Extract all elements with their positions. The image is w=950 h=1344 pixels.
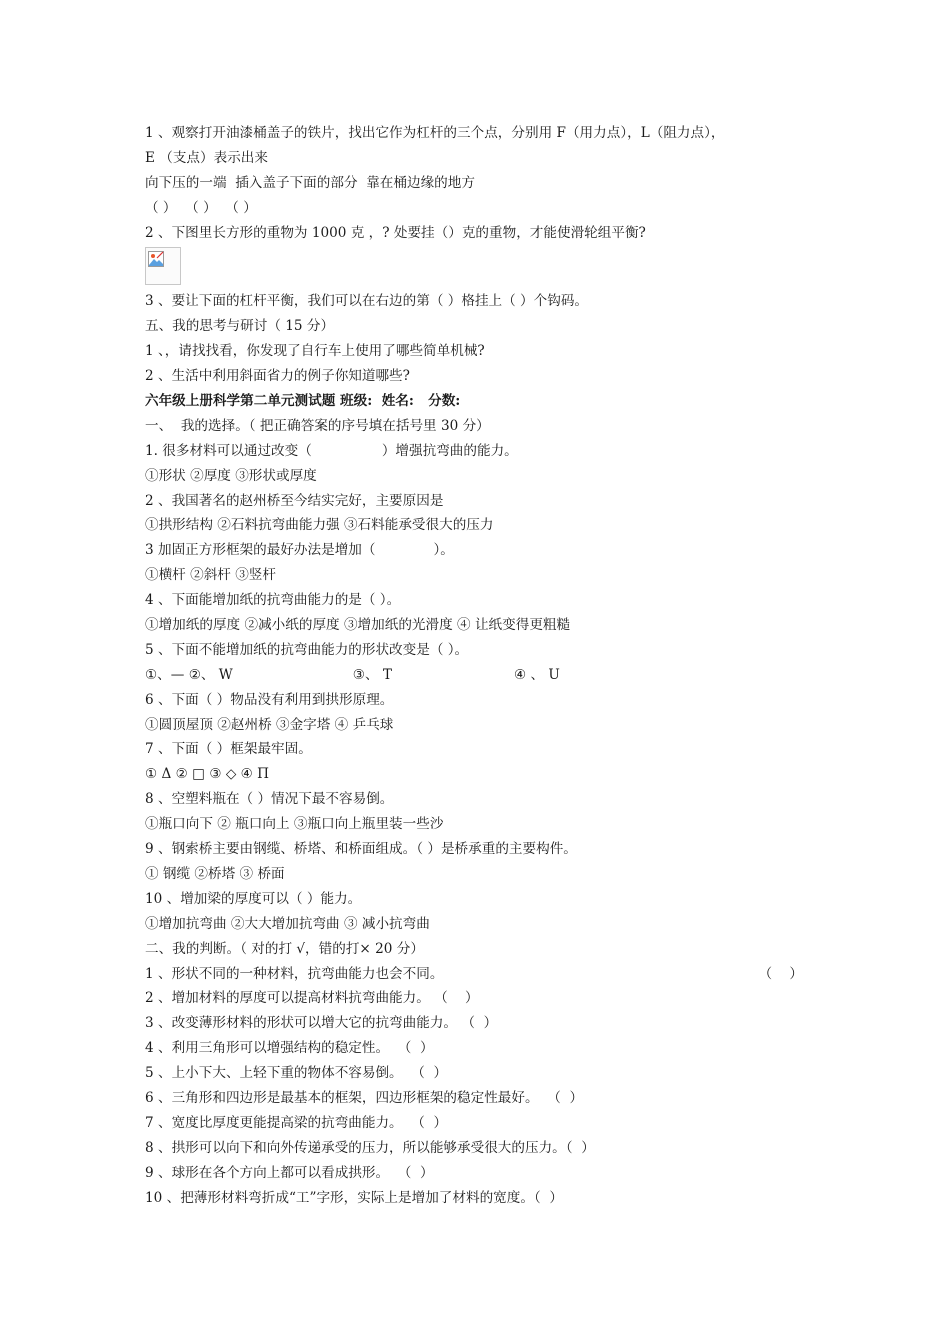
choice-question: 5 、下面不能增加纸的抗弯曲能力的形状改变是（ ）。	[145, 641, 469, 658]
section-heading: 五、我的思考与研讨（ 15 分）	[145, 318, 335, 335]
question-line: 2 、下图里长方形的重物为 1000 克 ，? 处要挂（）克的重物，才能使滑轮组平衡?	[145, 224, 646, 241]
judgment-question: 6 、三角形和四边形是最基本的框架，四边形框架的稳定性最好。 （ ）	[145, 1089, 584, 1106]
judgment-question: 5 、上小下大、上轻下重的物体不容易倒。 （ ）	[145, 1065, 448, 1082]
choice-options: ①瓶口向下 ② 瓶口向上 ③瓶口向上瓶里装一些沙	[145, 816, 444, 833]
judgment-question: 3 、改变薄形材料的形状可以增大它的抗弯曲能力。 （ ）	[145, 1015, 498, 1032]
choice-question: 8 、空塑料瓶在（ ）情况下最不容易倒。	[145, 791, 394, 808]
judgment-question: 2 、增加材料的厚度可以提高材料抗弯曲能力。 （ ）	[145, 990, 479, 1007]
choice-question: 10 、增加梁的厚度可以（ ）能力。	[145, 890, 362, 907]
question-line: 向下压的一端 插入盖子下面的部分 靠在桶边缘的地方	[145, 174, 475, 191]
choice-options: ① 钢缆 ②桥塔 ③ 桥面	[145, 865, 285, 882]
question-text: 1 、形状不同的一种材料，抗弯曲能力也会不同。	[145, 965, 444, 982]
option-text: ①、— ②、 W	[145, 666, 233, 683]
pulley-figure	[145, 245, 815, 289]
question-text: ）增强抗弯曲的能力。	[381, 442, 518, 459]
judgment-question: 8 、拱形可以向下和向外传递承受的压力，所以能够承受很大的压力。（ ）	[145, 1139, 595, 1156]
choice-options: ①横杆 ②斜杆 ③竖杆	[145, 567, 276, 584]
option-text: ④ 、 U	[513, 666, 560, 683]
question-text: ）。	[433, 542, 454, 559]
choice-question: 6 、下面（ ）物品没有利用到拱形原理。	[145, 691, 394, 708]
section-heading: 一、 我的选择。（ 把正确答案的序号填在括号里 30 分）	[145, 417, 490, 434]
choice-question: 4 、下面能增加纸的抗弯曲能力的是（ ）。	[145, 592, 401, 609]
document-page	[145, 121, 815, 1210]
choice-options: ①形状 ②厚度 ③形状或厚度	[145, 467, 317, 484]
option-text: ③、 T	[352, 666, 392, 683]
choice-options: ①增加抗弯曲 ②大大增加抗弯曲 ③ 减小抗弯曲	[145, 915, 430, 932]
judgment-question: 10 、把薄形材料弯折成“工”字形，实际上是增加了材料的宽度。（ ）	[145, 1189, 563, 1206]
question-text: 1. 很多材料可以通过改变（	[145, 442, 312, 459]
choice-question: 9 、钢索桥主要由钢缆、桥塔、和桥面组成。（ ）是桥承重的主要构件。	[145, 841, 577, 858]
question-line: 1 、，请找找看，你发现了自行车上使用了哪些简单机械?	[145, 343, 485, 360]
question-line: 1 、观察打开油漆桶盖子的铁片，找出它作为杠杆的三个点，分别用 F（用力点），L（阻力点），	[145, 125, 725, 141]
answer-blank: （ ）	[758, 965, 803, 982]
test-title: 六年级上册科学第二单元测试题 班级: 姓名: 分数:	[145, 393, 461, 410]
choice-options: ①增加纸的厚度 ②减小纸的厚度 ③增加纸的光滑度 ④ 让纸变得更粗糙	[145, 617, 571, 634]
judgment-question: 9 、球形在各个方向上都可以看成拱形。 （ ）	[145, 1164, 434, 1181]
section-heading: 二、我的判断。（ 对的打 √，错的打× 20 分）	[145, 940, 424, 957]
choice-options: ① Δ ② □ ③ ◇ ④ Π	[145, 766, 269, 783]
choice-question	[145, 538, 815, 563]
judgment-question	[145, 962, 815, 987]
judgment-question: 4 、利用三角形可以增强结构的稳定性。 （ ）	[145, 1040, 434, 1057]
broken-image-icon	[145, 247, 181, 285]
choice-options: ①圆顶屋顶 ②赵州桥 ③金字塔 ④ 乒乓球	[145, 716, 394, 733]
choice-options	[145, 663, 815, 688]
question-line: 3 、要让下面的杠杆平衡，我们可以在右边的第（ ）格挂上（ ）个钩码。	[145, 293, 589, 310]
answer-blanks: （ ） （ ） （ ）	[145, 199, 257, 216]
question-line: E （支点）表示出来	[145, 149, 268, 166]
question-text: 3 加固正方形框架的最好办法是增加（	[145, 542, 376, 559]
choice-question: 7 、下面（ ）框架最牢固。	[145, 741, 312, 758]
choice-question	[145, 439, 815, 464]
choice-options: ①拱形结构 ②石料抗弯曲能力强 ③石料能承受很大的压力	[145, 517, 494, 534]
question-line: 2 、生活中利用斜面省力的例子你知道哪些?	[145, 368, 410, 385]
judgment-question: 7 、宽度比厚度更能提高梁的抗弯曲能力。 （ ）	[145, 1114, 448, 1131]
choice-question: 2 、我国著名的赵州桥至今结实完好，主要原因是	[145, 492, 444, 509]
